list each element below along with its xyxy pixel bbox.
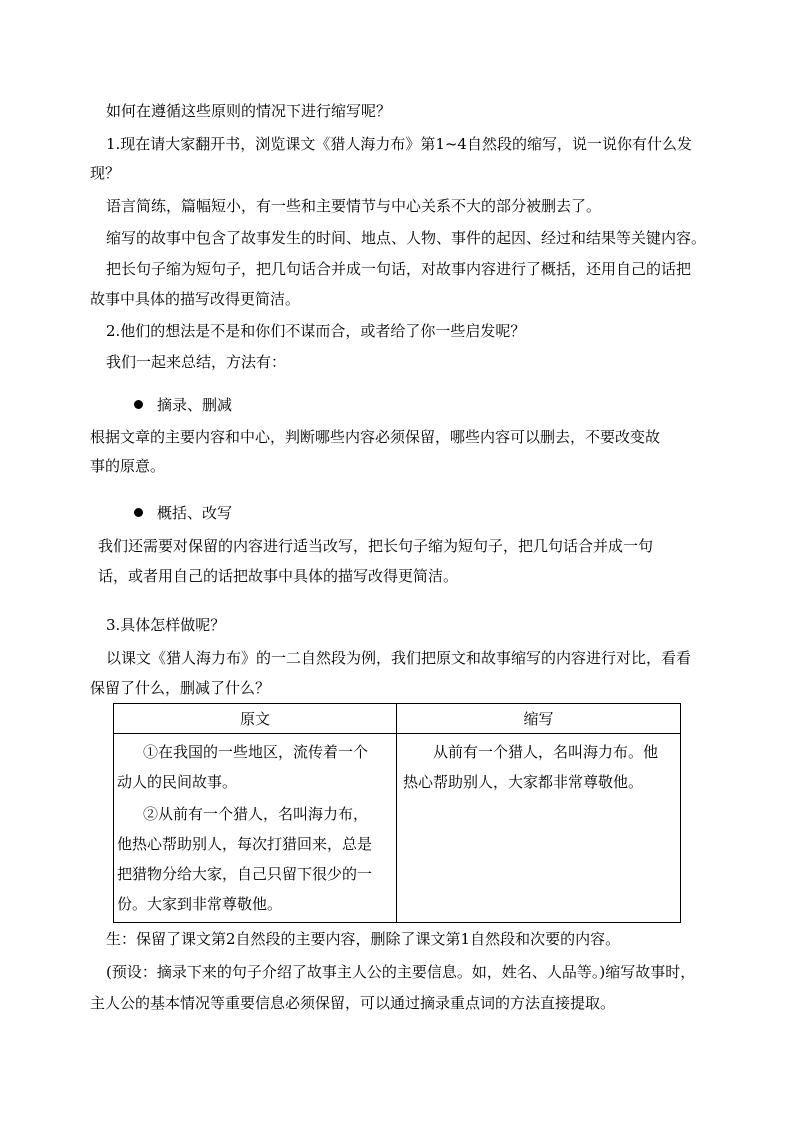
method-2-line-1: 我们还需要对保留的内容进行适当改写，把长句子缩为短句子，把几句话合并成一句 (98, 537, 654, 555)
student-answer: 生：保留了课文第2自然段的主要内容，删除了课文第1自然段和次要的内容。 (106, 930, 621, 948)
table-header-row (114, 704, 681, 734)
method-1-line-1: 根据文章的主要内容和中心，判断哪些内容必须保留，哪些内容可以删去，不要改变故 (90, 428, 661, 446)
method-2-title: 概括、改写 (157, 504, 233, 522)
answer-line-1: 语言简练，篇幅短小，有一些和主要情节与中心关系不大的部分被删去了。 (106, 197, 602, 215)
question-1-line-1: 1.现在请大家翻开书，浏览课文《猎人海力布》第1~4自然段的缩写，说一说你有什么发 (106, 135, 692, 153)
original-cell (114, 734, 397, 923)
abridged-line-2: 热心帮助别人，大家都非常尊敬他。 (403, 773, 644, 791)
method-1-heading (134, 395, 232, 415)
abridged-line-1: 从前有一个猎人，名叫海力布。他 (433, 743, 659, 761)
question-3-line-2: 保留了什么，删减了什么？ (90, 679, 271, 697)
summary-intro: 我们一起来总结，方法有： (106, 353, 287, 371)
original-line-5: 把猎物分给大家，自己只留下很少的一 (117, 865, 373, 883)
method-2-heading (134, 503, 232, 523)
comparison-table (113, 703, 681, 923)
abridged-cell (397, 734, 681, 923)
question-3: 3.具体怎样做呢？ (106, 616, 226, 634)
original-line-6: 份。大家到非常尊敬他。 (117, 895, 283, 913)
bullet-icon (134, 400, 143, 409)
original-line-2: 动人的民间故事。 (117, 773, 238, 791)
intro-question: 如何在遵循这些原则的情况下进行缩写呢？ (106, 102, 392, 120)
header-abridged: 缩写 (397, 704, 681, 734)
answer-line-3a: 把长句子缩为短句子，把几句话合并成一句话，对故事内容进行了概括，还用自己的话把 (106, 260, 692, 278)
preset-line-1: (预设：摘录下来的句子介绍了故事主人公的主要信息。如，姓名、人品等。)缩写故事时， (106, 963, 696, 981)
question-2: 2.他们的想法是不是和你们不谋而合，或者给了你一些启发呢？ (106, 322, 526, 340)
original-line-1: ①在我国的一些地区，流传着一个 (143, 743, 369, 761)
bullet-icon (134, 508, 143, 517)
table-row (114, 734, 681, 923)
method-2-line-2: 话，或者用自己的话把故事中具体的描写改得更简洁。 (98, 567, 459, 585)
original-line-4: 他热心帮助别人，每次打猎回来，总是 (117, 835, 373, 853)
question-1-line-2: 现？ (90, 164, 121, 182)
method-1-line-2: 事的原意。 (90, 457, 166, 475)
answer-line-2: 缩写的故事中包含了故事发生的时间、地点、人物、事件的起因、经过和结果等关键内容。 (106, 229, 707, 247)
header-original: 原文 (114, 704, 397, 734)
original-line-3: ②从前有一个猎人，名叫海力布， (143, 805, 369, 823)
preset-line-2: 主人公的基本情况等重要信息必须保留，可以通过摘录重点词的方法直接提取。 (90, 994, 616, 1012)
question-3-line-1: 以课文《猎人海力布》的一二自然段为例，我们把原文和故事缩写的内容进行对比，看看 (106, 649, 692, 667)
method-1-title: 摘录、删减 (157, 396, 233, 414)
answer-line-3b: 故事中具体的描写改得更简洁。 (90, 290, 301, 308)
